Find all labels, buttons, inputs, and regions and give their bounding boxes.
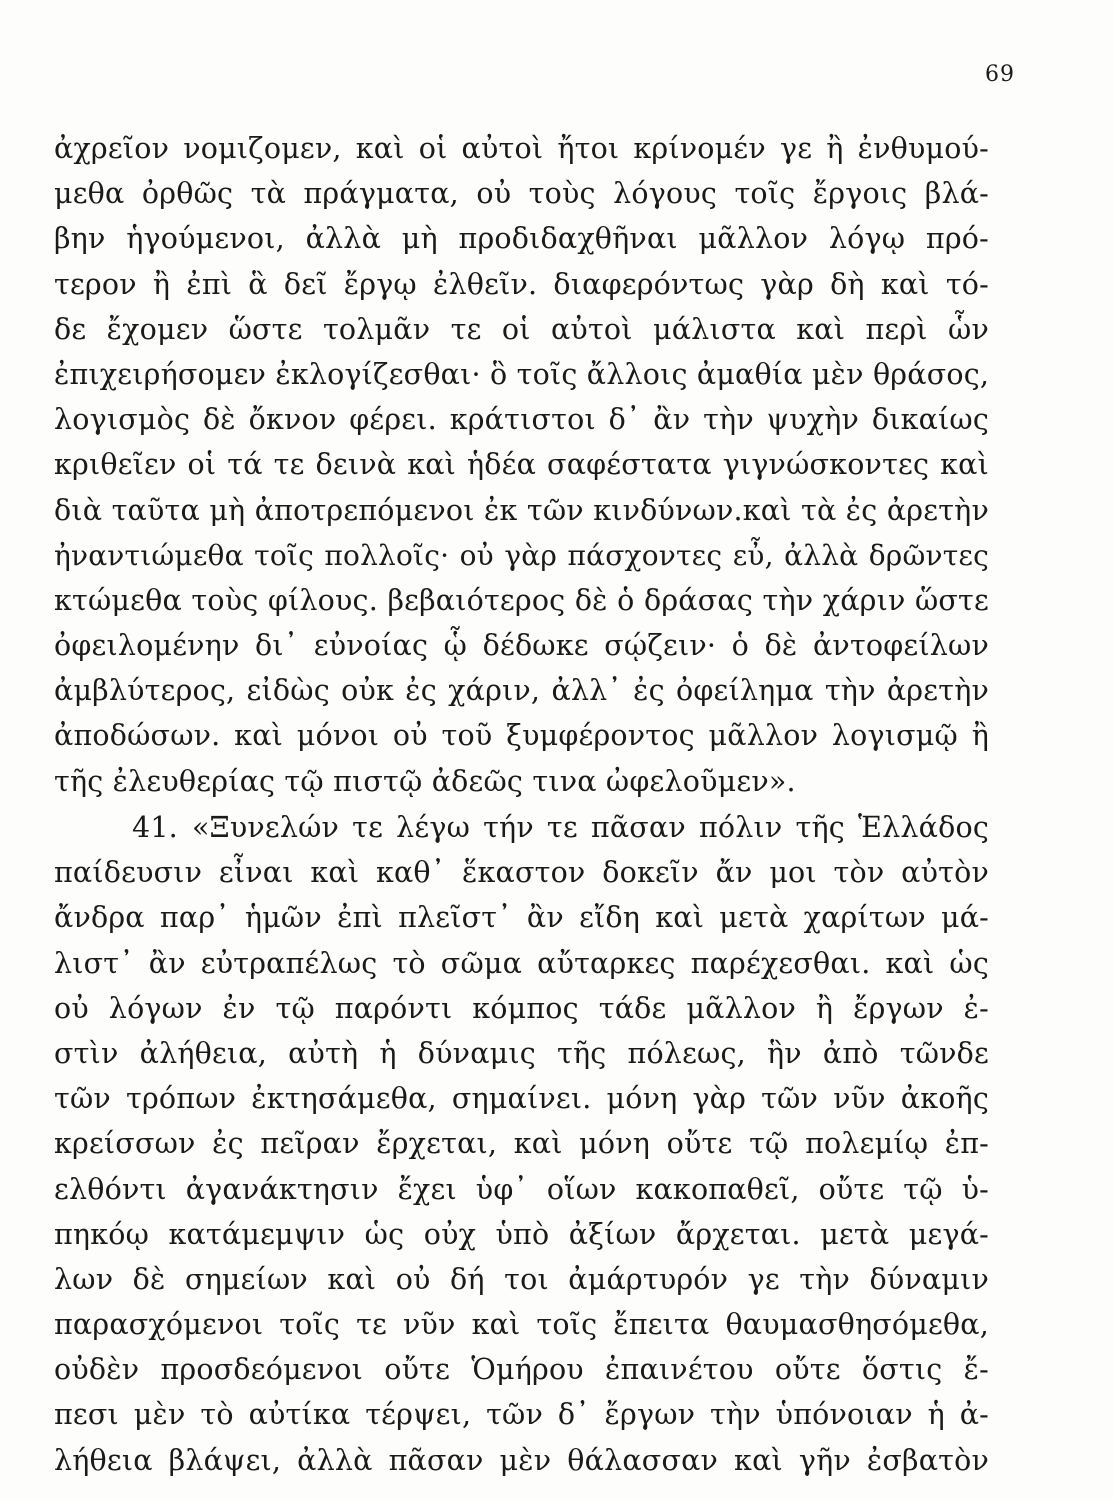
text-line: στὶν ἀλήθεια, αὐτὴ ἡ δύναμις τῆς πόλεως, ἣν ἀπὸ τῶνδε bbox=[54, 1036, 989, 1070]
text-line: τερον ἢ ἐπὶ ἃ δεῖ ἔργῳ ἐλθεῖν. διαφερόντως γὰρ δὴ καὶ τό- bbox=[54, 267, 989, 301]
text-line: μεθα ὀρθῶς τὰ πράγματα, οὐ τοὺς λόγους τοῖς ἔργοις βλά- bbox=[54, 177, 989, 211]
text-line: κρείσσων ἐς πεῖραν ἔρχεται, καὶ μόνη οὔτε τῷ πολεμίῳ ἐπ- bbox=[54, 1127, 989, 1161]
paragraph-section-41 bbox=[54, 805, 989, 1483]
text-line: δε ἔχομεν ὥστε τολμᾶν τε οἱ αὐτοὶ μάλιστα καὶ περὶ ὧν bbox=[54, 312, 989, 346]
text-line: ἠναντιώμεθα τοῖς πολλοῖς· οὐ γὰρ πάσχοντες εὖ, ἀλλὰ δρῶντες bbox=[54, 538, 989, 572]
text-line: παίδευσιν εἶναι καὶ καθ᾿ ἕκαστον δοκεῖν ἄν μοι τὸν αὐτὸν bbox=[54, 856, 989, 890]
section-number: 41. bbox=[132, 811, 178, 844]
text-line: οὐδὲν προσδεόμενοι οὔτε Ὁμήρου ἐπαινέτου οὔτε ὅστις ἔ- bbox=[54, 1353, 989, 1387]
text-line: βην ἡγούμενοι, ἀλλὰ μὴ προδιδαχθῆναι μᾶλλον λόγῳ πρό- bbox=[54, 222, 989, 256]
text-line: ἀχρεῖον νομιζομεν, καὶ οἱ αὐτοὶ ἤτοι κρίνομέν γε ἢ ἐνθυμού- bbox=[54, 132, 989, 165]
text-line: λήθεια βλάψει, ἀλλὰ πᾶσαν μὲν θάλασσαν καὶ γῆν ἐσβατὸν bbox=[54, 1443, 989, 1477]
text-line: διὰ ταῦτα μὴ ἀποτρεπόμενοι ἐκ τῶν κινδύνων.καὶ τὰ ἐς ἀρετὴν bbox=[54, 493, 989, 527]
text-line: ελθόντι ἀγανάκτησιν ἔχει ὑφ᾿ οἵων κακοπαθεῖ, οὔτε τῷ ὑ- bbox=[54, 1172, 989, 1206]
text-line: ἀποδώσων. καὶ μόνοι οὐ τοῦ ξυμφέροντος μᾶλλον λογισμῷ ἢ bbox=[54, 719, 989, 753]
text-line: πηκόῳ κατάμεμψιν ὡς οὐχ ὑπὸ ἀξίων ἄρχεται. μετὰ μεγά- bbox=[54, 1217, 989, 1251]
text-line: ἄνδρα παρ᾿ ἡμῶν ἐπὶ πλεῖστ᾿ ἂν εἴδη καὶ μετὰ χαρίτων μά- bbox=[54, 901, 989, 935]
text-line: οὐ λόγων ἐν τῷ παρόντι κόμπος τάδε μᾶλλον ἢ ἔργων ἐ- bbox=[54, 991, 989, 1025]
text-line-last: τῆς ἐλευθερίας τῷ πιστῷ ἀδεῶς τινα ὠφελοῦμεν». bbox=[54, 764, 796, 798]
text-line: «Ξυνελών τε λέγω τήν τε πᾶσαν πόλιν τῆς Ἑλλάδος bbox=[191, 811, 989, 844]
text-line: κτώμεθα τοὺς φίλους. βεβαιότερος δὲ ὁ δράσας τὴν χάριν ὥστε bbox=[54, 583, 989, 617]
text-line: ἐπιχειρήσομεν ἐκλογίζεσθαι· ὃ τοῖς ἄλλοις ἀμαθία μὲν θράσος, bbox=[54, 357, 990, 391]
text-line: τῶν τρόπων ἐκτησάμεθα, σημαίνει. μόνη γὰρ τῶν νῦν ἀκοῆς bbox=[54, 1082, 989, 1116]
text-line: λων δὲ σημείων καὶ οὐ δή τοι ἀμάρτυρόν γε τὴν δύναμιν bbox=[54, 1262, 989, 1296]
section-first-line bbox=[54, 805, 989, 850]
paragraph-continued bbox=[54, 126, 989, 804]
text-line: λογισμὸς δὲ ὄκνον φέρει. κράτιστοι δ᾿ ἂν τὴν ψυχὴν δικαίως bbox=[54, 403, 989, 437]
page-number: 69 bbox=[985, 62, 1015, 87]
text-line: παρασχόμενοι τοῖς τε νῦν καὶ τοῖς ἔπειτα θαυμασθησόμεθα, bbox=[54, 1308, 989, 1342]
text-line: ὀφειλομένην δι᾿ εὐνοίας ᾧ δέδωκε σῴζειν· ὁ δὲ ἀντοφείλων bbox=[54, 629, 989, 663]
text-line: κριθεῖεν οἱ τά τε δεινὰ καὶ ἡδέα σαφέστατα γιγνώσκοντες καὶ bbox=[54, 448, 989, 482]
text-line: λιστ᾿ ἂν εὐτραπέλως τὸ σῶμα αὔταρκες παρέχεσθαι. καὶ ὡς bbox=[54, 946, 989, 980]
text-line: πεσι μὲν τὸ αὐτίκα τέρψει, τῶν δ᾿ ἔργων τὴν ὑπόνοιαν ἡ ἀ- bbox=[54, 1398, 989, 1432]
text-line: ἀμβλύτερος, εἰδὼς οὐκ ἐς χάριν, ἀλλ᾿ ἐς ὀφείλημα τὴν ἀρετὴν bbox=[54, 674, 989, 708]
